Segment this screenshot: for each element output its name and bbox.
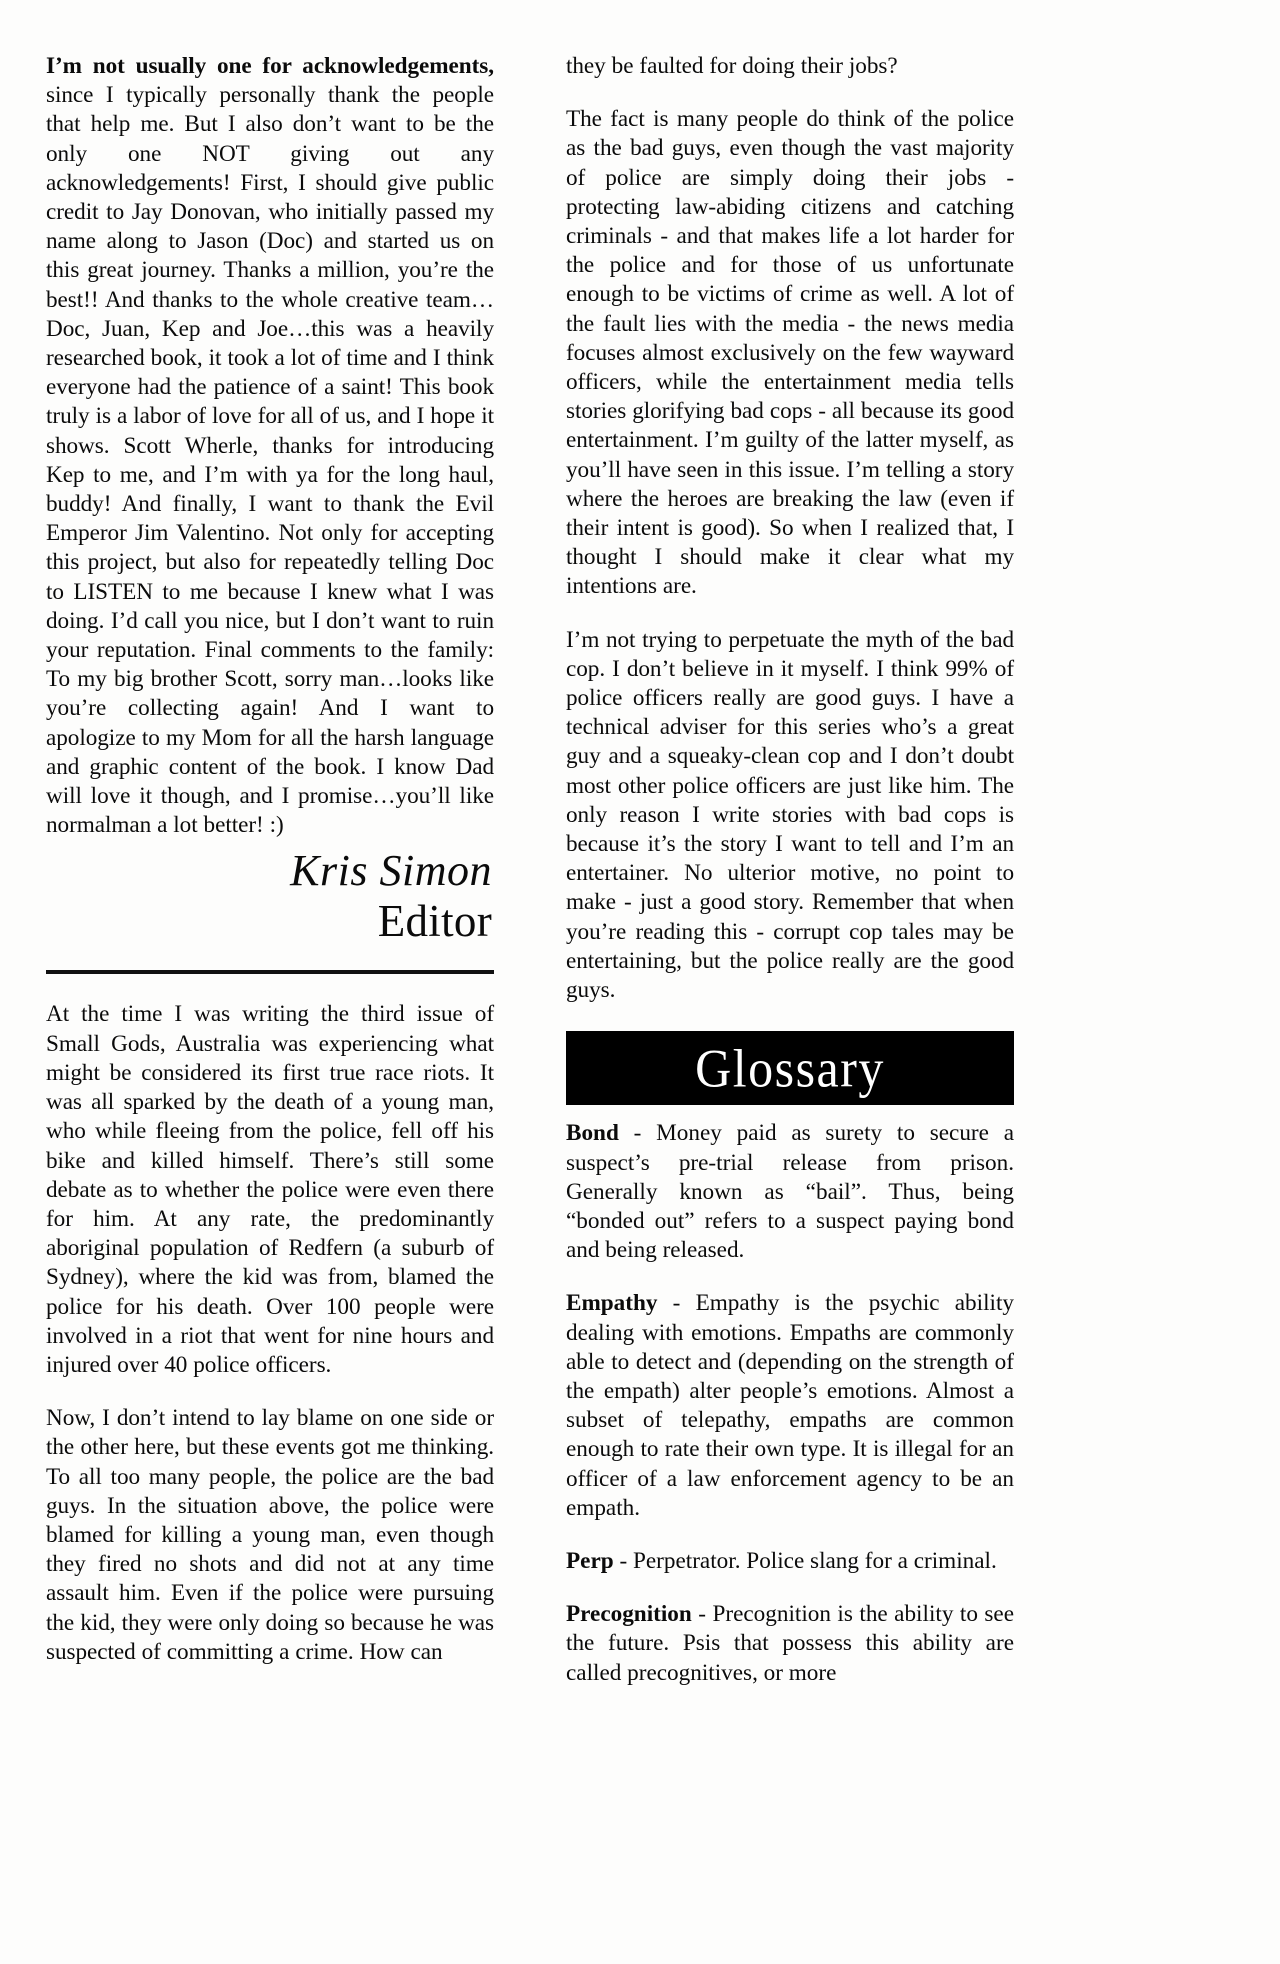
article-paragraph-2: Now, I don’t intend to lay blame on one side or the other here, but these events got me thinking. To all too many people, the police are the bad guys. In the situation above, the police were blamed for killing a young man, even though they fired no shots and did not at any time assault him. Even if the police were pursuing the kid, they were only doing so because he was suspected of committing a crime. How can bbox=[46, 1405, 494, 1665]
signature-name: Kris Simon bbox=[290, 846, 492, 896]
glossary-term: Bond bbox=[566, 1120, 619, 1147]
two-column-layout bbox=[46, 52, 1236, 1932]
continuation-line: they be faulted for doing their jobs? bbox=[566, 53, 898, 79]
right-paragraph-1: The fact is many people do think of the police as the bad guys, even though the vast majority of police are simply doing their jobs - protecting law-abiding citizens and catching criminals - and that makes life a lot harder for the police and for those of us unfortunate enough to be victims of crime as well. A lot of the fault lies with the media - the news media focuses almost exclusively on the few wayward officers, while the entertainment media tells stories glorifying bad cops - all because its good entertainment. I’m guilty of the latter myself, as you’ll have seen in this issue. I’m telling a story where the heroes are breaking the law (even if their intent is good). So when I realized that, I thought I should make it clear what my intentions are. bbox=[566, 106, 1014, 600]
right-paragraph-2: I’m not trying to perpetuate the myth of the bad cop. I don’t believe in it myself. I think 99% of police officers really are good guys. I have a technical adviser for this series who’s a great guy and a squeaky-clean cop and I don’t doubt most other police officers are just like him. The only reason I write stories with bad cops is because it’s the story I want to tell and I’m an entertainer. No ulterior motive, no point to make - just a good story. Remember that when you’re reading this - corrupt cop tales may be entertaining, but the police really are the good guys. bbox=[566, 626, 1014, 1004]
glossary-definition: - Money paid as surety to secure a suspect’s pre-trial release from prison. Generally known as “bail”. Thus, being “bonded out” refers to a suspect paying bond and being released. bbox=[566, 1120, 1014, 1264]
glossary-entry-precognition bbox=[566, 1600, 1014, 1688]
section-divider-rule bbox=[46, 970, 494, 974]
editorial-letter-paragraph bbox=[46, 52, 494, 840]
left-column bbox=[46, 52, 494, 1932]
glossary-term: Precognition bbox=[566, 1601, 692, 1628]
editorial-letter-body: since I typically personally thank the people that help me. But I also don’t want to be the only one NOT giving out any acknowledgements! First, I should give public credit to Jay Donovan, who initially passed my name along to Jason (Doc) and started us on this great journey. Thanks a million, you’re the best!! And thanks to the whole creative team…Doc, Juan, Kep and Joe…this was a heavily researched book, it took a lot of time and I think everyone had the patience of a saint! This book truly is a labor of love for all of us, and I hope it shows. Scott Wherle, thanks for introducing Kep to me, and I’m with ya for the long haul, buddy! And finally, I want to thank the Evil Emperor Jim Valentino. Not only for accepting this project, but also for repeatedly telling Doc to LISTEN to me because I knew what I was doing. I’d call you nice, but I don’t want to ruin your reputation. Final comments to the family: To my big brother Scott, sorry man…looks like you’re collecting again! And I want to apologize to my Mom for all the harsh language and graphic content of the book. I know Dad will love it though, and I promise…you’ll like normalman a lot better! :) bbox=[46, 82, 494, 839]
editorial-lead-bold: I’m not usually one for acknowledgements, bbox=[46, 53, 494, 79]
right-column bbox=[566, 52, 1014, 1932]
glossary-banner bbox=[566, 1031, 1014, 1105]
glossary-entry-empathy bbox=[566, 1289, 1014, 1523]
signature-block bbox=[46, 846, 494, 948]
glossary-term: Empathy bbox=[566, 1290, 658, 1317]
glossary-entry-perp bbox=[566, 1547, 1014, 1576]
glossary-definition: - Perpetrator. Police slang for a criminal. bbox=[613, 1547, 997, 1574]
glossary-banner-title: Glossary bbox=[695, 1038, 885, 1099]
glossary-entry-bond bbox=[566, 1119, 1014, 1265]
glossary-definition: - Precognition is the ability to see the future. Psis that possess this ability are called precognitives, or more bbox=[566, 1601, 1014, 1686]
glossary-definition: - Empathy is the psychic ability dealing with emotions. Empaths are commonly able to detect and (depending on the strength of the empath) alter people’s emotions. Almost a subset of telepathy, empaths are common enough to rate their own type. It is illegal for an officer of a law enforcement agency to be an empath. bbox=[566, 1290, 1014, 1521]
glossary-term: Perp bbox=[566, 1547, 614, 1574]
article-paragraph-1: At the time I was writing the third issue of Small Gods, Australia was experiencing what might be considered its first true race riots. It was all sparked by the death of a young man, who while fleeing from the police, fell off his bike and killed himself. There’s still some debate as to whether the police were even there for him. At any rate, the predominantly aboriginal population of Redfern (a suburb of Sydney), where the kid was from, blamed the police for his death. Over 100 people were involved in a riot that went for nine hours and injured over 40 police officers. bbox=[46, 1001, 494, 1378]
signature-role: Editor bbox=[377, 896, 492, 947]
